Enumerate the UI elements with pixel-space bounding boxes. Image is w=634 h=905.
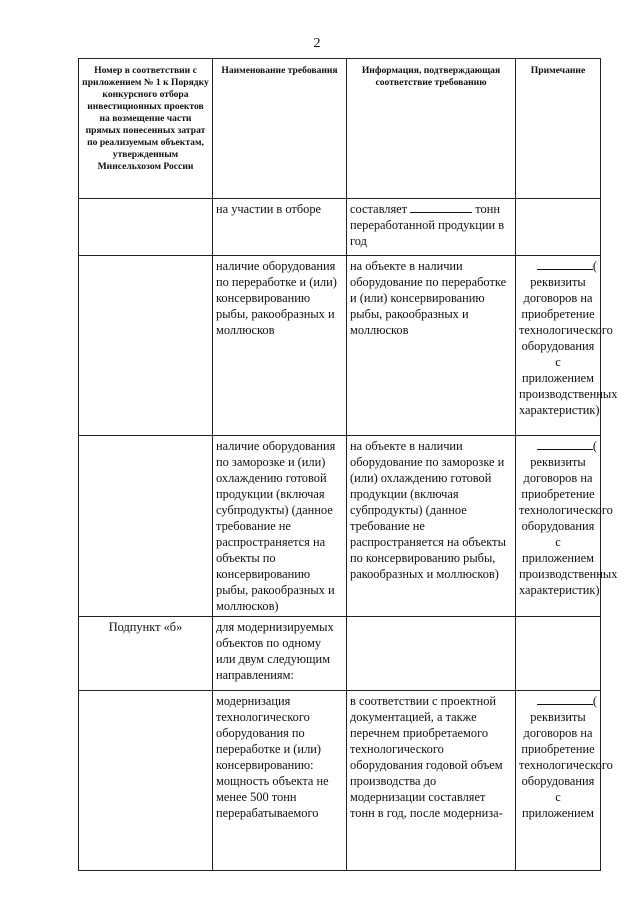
note-blank-line — [519, 438, 597, 454]
header-requirement: Наименование требования — [213, 59, 347, 199]
note-open-paren: ( — [592, 694, 597, 708]
note-text: реквизиты договоров на приобретение технологического оборудования с приложением производственных характеристик) — [519, 455, 618, 597]
cell-note — [516, 199, 601, 256]
table-row — [79, 691, 601, 871]
cell-info: на объекте в наличии оборудование по заморозке и (или) охлаждению готовой продукции (включая субпродукты) (данное требование не распространяется на объекты по консервированию рыбы, ракообразных и моллюсков) — [347, 436, 516, 617]
note-blank-line — [519, 258, 597, 274]
page-number: 2 — [313, 36, 321, 51]
cell-info — [347, 617, 516, 691]
cell-requirement: наличие оборудования по заморозке и (или) охлаждению готовой продукции (включая субпродукты) (данное требование не распространяется на объекты по консервированию рыбы, ракообразных и моллюсков) — [213, 436, 347, 617]
note-text: реквизиты договоров на приобретение технологического оборудования с приложением производственных характеристик) — [519, 275, 618, 417]
note-open-paren: ( — [592, 439, 597, 453]
table-row — [79, 199, 601, 256]
cell-info: в соответствии с проектной документацией, а также перечнем приобретаемого технологического оборудования годовой объем производства до модернизации составляет тонн в год, после модерниза- — [347, 691, 516, 871]
info-text-before: составляет — [350, 202, 408, 216]
header-number: Номер в соответствии с приложением № 1 к Порядку конкурсного отбора инвестиционных проектов на возмещение части прямых понесенных затрат по реализуемым объектам, утвержденным Минсельхозом России — [79, 59, 213, 199]
cell-info: на объекте в наличии оборудование по переработке и (или) консервированию рыбы, ракообразных и моллюсков — [347, 256, 516, 436]
cell-number — [79, 199, 213, 256]
note-open-paren: ( — [592, 259, 597, 273]
table-row — [79, 617, 601, 691]
cell-number — [79, 436, 213, 617]
cell-number — [79, 691, 213, 871]
requirements-table — [78, 58, 618, 871]
cell-requirement: модернизация технологического оборудования по переработке и (или) консервированию: мощность объекта не менее 500 тонн перерабатываемого — [213, 691, 347, 871]
cell-requirement: наличие оборудования по переработке и (или) консервированию рыбы, ракообразных и моллюсков — [213, 256, 347, 436]
table-row — [79, 436, 601, 617]
table-row — [79, 256, 601, 436]
blank-fill-line — [410, 202, 472, 213]
header-info: Информация, подтверждающая соответствие требованию — [347, 59, 516, 199]
note-text: реквизиты договоров на приобретение технологического оборудования с приложением — [519, 710, 613, 820]
cell-note — [516, 256, 618, 436]
cell-note — [516, 436, 618, 617]
note-blank-line — [519, 693, 597, 709]
cell-number — [79, 256, 213, 436]
info-text-after: тонн переработанной продукции в год — [350, 202, 505, 248]
cell-requirement: для модернизируемых объектов по одному или двум следующим направлениям: — [213, 617, 347, 691]
header-note: Примечание — [516, 59, 601, 199]
cell-requirement: на участии в отборе — [213, 199, 347, 256]
table-header-row — [79, 59, 601, 199]
cell-info — [347, 199, 516, 256]
cell-note — [516, 617, 601, 691]
cell-note — [516, 691, 613, 871]
cell-number: Подпункт «б» — [79, 617, 213, 691]
